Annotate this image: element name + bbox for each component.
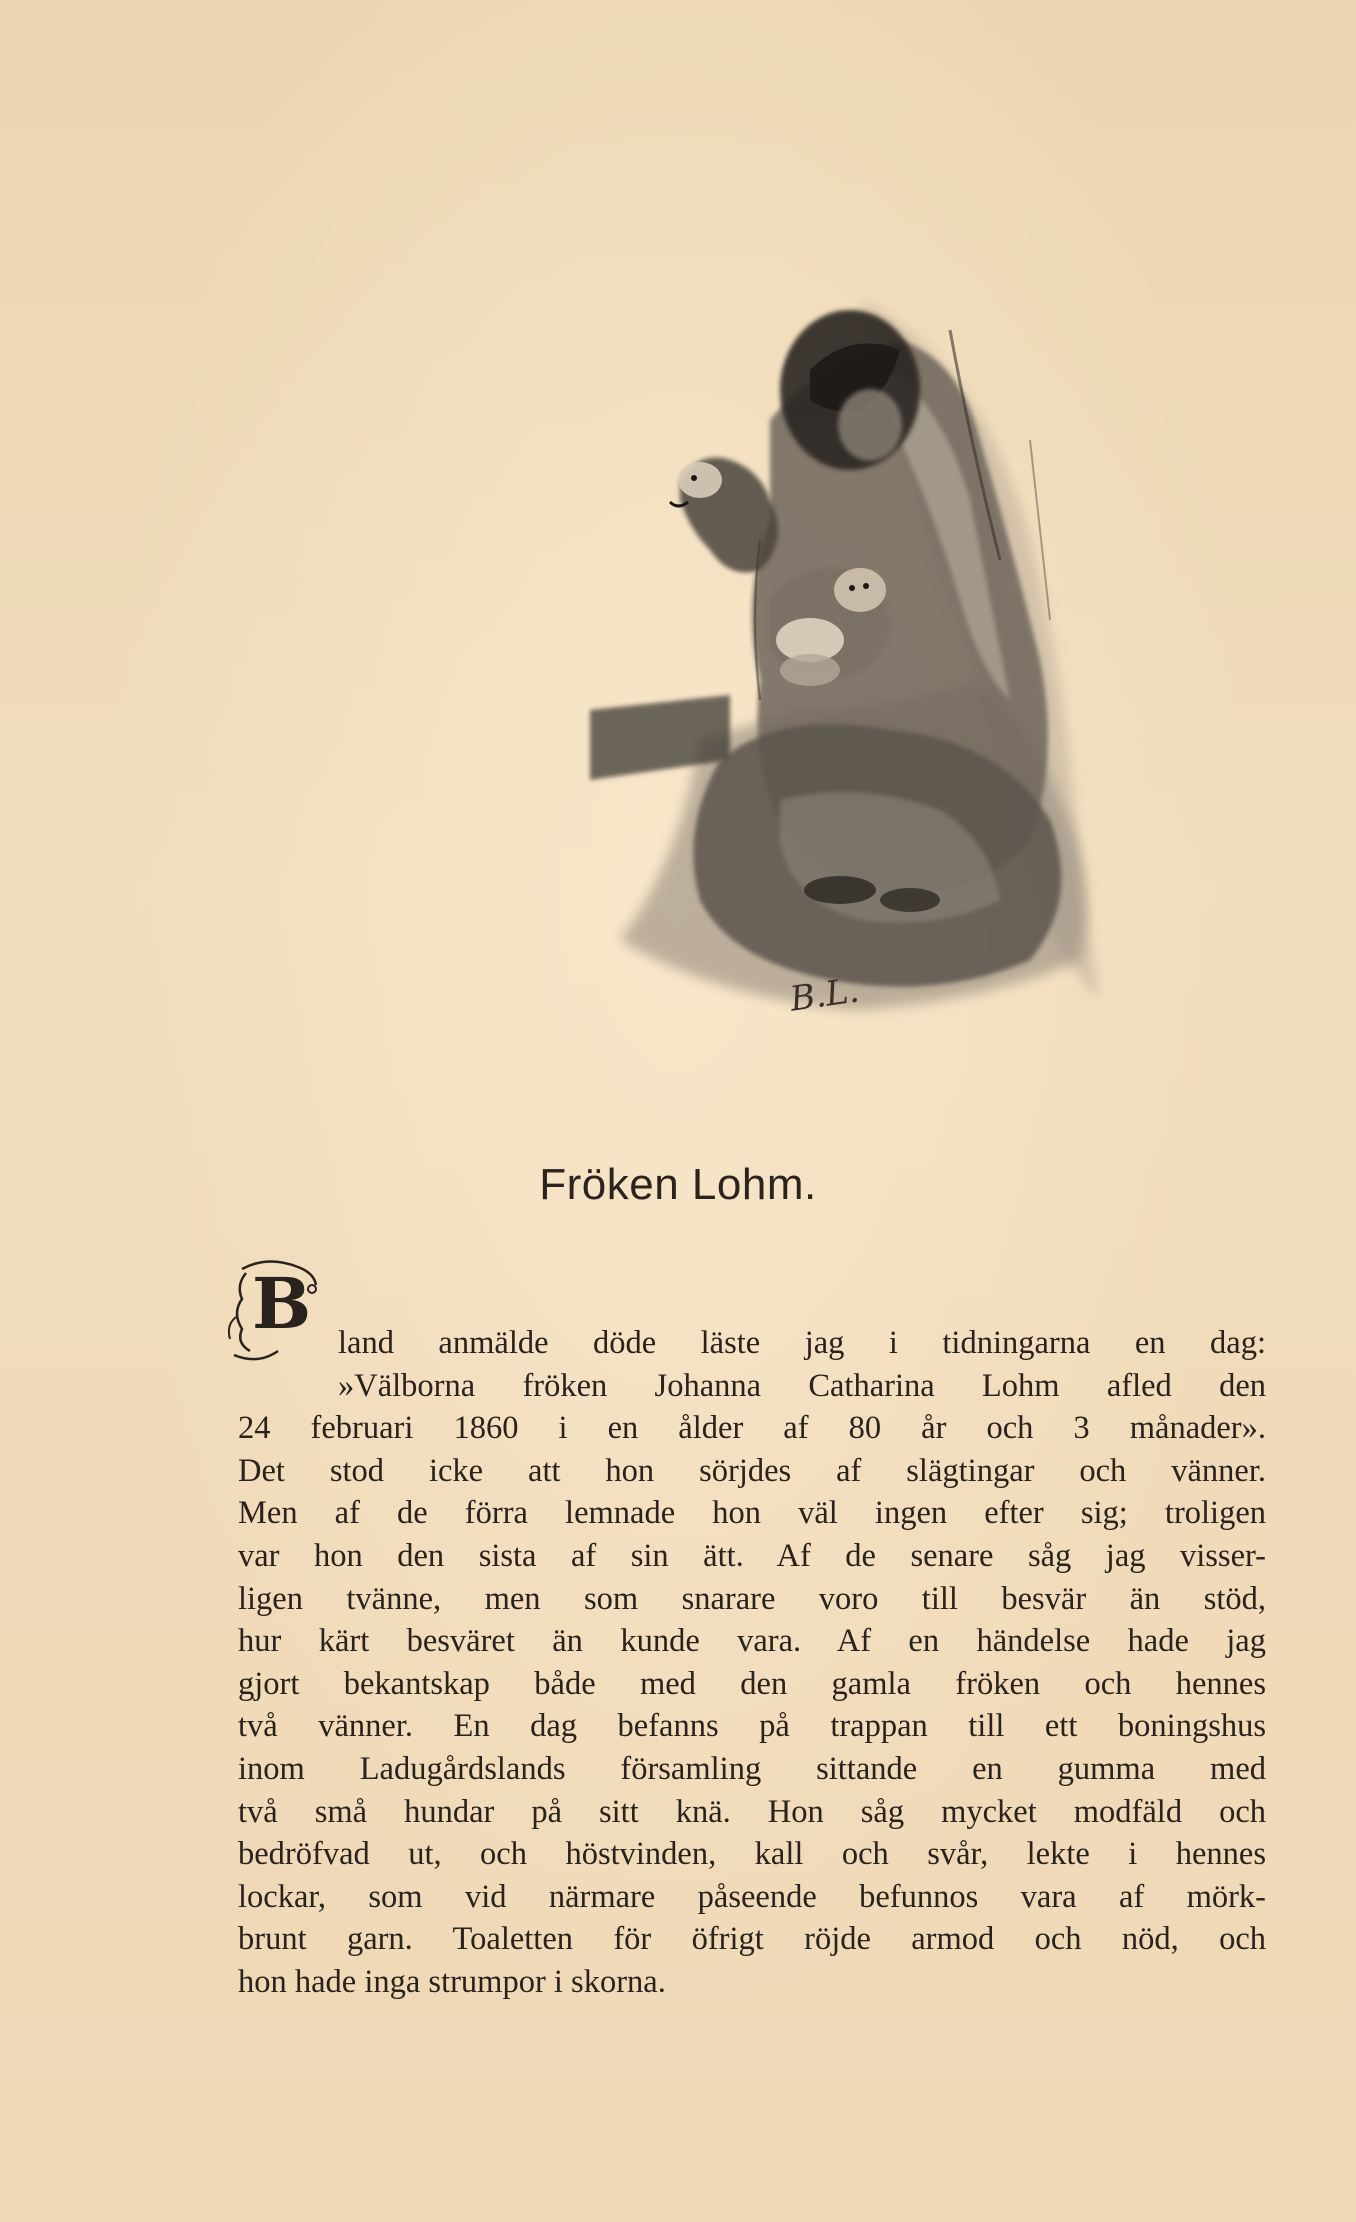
- dropcap-letter: B: [252, 1262, 312, 1345]
- text-line: hon hade inga strumpor i skorna.: [238, 1963, 666, 2000]
- illustration-old-woman-with-dogs: [560, 240, 1120, 1050]
- text-line: Det stod icke att hon sörjdes af slägtingar och vänner.: [238, 1452, 1266, 1489]
- text-line: två vänner. En dag befanns på trappan till ett boningshus: [238, 1708, 1266, 1745]
- text-line: 24 februari 1860 i en ålder af 80 år och 3 månader».: [238, 1410, 1266, 1447]
- text-line: »Välborna fröken Johanna Catharina Lohm afled den: [338, 1367, 1266, 1404]
- text-line: gjort bekantskap både med den gamla fröken och hennes: [238, 1665, 1266, 1702]
- chapter-title: Fröken Lohm.: [539, 1160, 817, 1209]
- text-line: två små hundar på sitt knä. Hon såg mycket modfäld och: [238, 1793, 1266, 1830]
- body-text: [238, 1322, 1266, 2004]
- text-line: inom Ladugårdslands församling sittande en gumma med: [238, 1750, 1266, 1787]
- text-line: Men af de förra lemnade hon väl ingen efter sig; troligen: [238, 1495, 1266, 1532]
- text-line: var hon den sista af sin ätt. Af de senare såg jag visser-: [238, 1537, 1266, 1574]
- text-line: land anmälde döde läste jag i tidningarna en dag:: [338, 1325, 1266, 1361]
- text-line: bedröfvad ut, och höstvinden, kall och svår, lekte i hennes: [238, 1836, 1266, 1873]
- illustration-signature: B.L.: [787, 970, 862, 1020]
- text-line: lockar, som vid närmare påseende befunnos vara af mörk-: [238, 1878, 1266, 1915]
- text-line: ligen tvänne, men som snarare voro till besvär än stöd,: [238, 1580, 1266, 1617]
- text-line: brunt garn. Toaletten för öfrigt röjde armod och nöd, och: [238, 1921, 1266, 1958]
- text-line: hur kärt besväret än kunde vara. Af en händelse hade jag: [238, 1623, 1266, 1660]
